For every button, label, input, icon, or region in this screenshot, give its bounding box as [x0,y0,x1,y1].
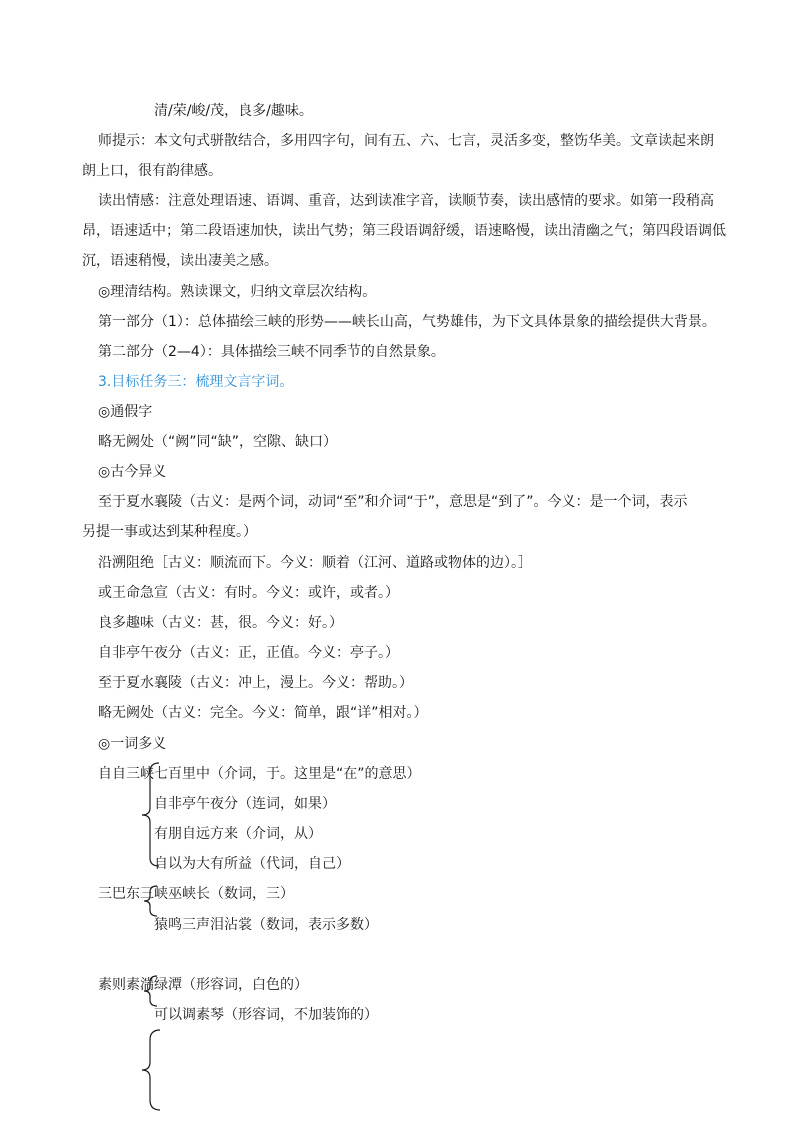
text-line: 或王命急宣（古义：有时。今义：或许，或者。） [98,585,399,601]
text-line: 略无阙处（古义：完全。今义：简单，跟“详”相对。） [98,705,428,721]
polysemy-entry: 三巴东三峡巫峡长（数词，三） [98,886,294,902]
text-line: 至于夏水襄陵（古义：是两个词，动词“至”和介词“于”，意思是“到了”。今义：是一个词，表示 [98,494,688,510]
text-line: 清/荣/峻/茂，良多/趣味。 [154,103,313,119]
text-line: 至于夏水襄陵（古义：冲上，漫上。今义：帮助。） [98,675,413,691]
text-line: 师提示：本文句式骈散结合，多用四字句，间有五、六、七言，灵活多变，整饬华美。文章读起来朗 [98,133,714,149]
polysemy-entry: 可以调素琴（形容词，不加装饰的） [154,1007,378,1023]
text-line: ◎理清结构。熟读课文，归纳文章层次结构。 [98,284,377,300]
text-line: 沿溯阻绝［古义：顺流而下。今义：顺着（江河、道路或物体的边）。］ [98,555,532,571]
text-line: 略无阙处（“阙”同“缺”，空隙、缺口） [98,434,338,450]
text-line: 昂，语速适中；第二段语速加快，读出气势；第三段语调舒缓，语速略慢，读出清幽之气；第四段语调低 [82,223,726,239]
subheading: ◎一词多义 [98,736,167,752]
text-line: 良多趣味（古义：甚，很。今义：好。） [98,615,343,631]
text-line: 读出情感：注意处理语速、语调、重音，达到读准字音，读顺节奏，读出感情的要求。如第一段稍高 [98,193,714,209]
polysemy-entry: 自以为大有所益（代词，自己） [154,856,350,872]
text-line: 第一部分（1）：总体描绘三峡的形势——峡长山高，气势雄伟，为下文具体景象的描绘提供大背景。 [98,314,716,330]
polysemy-entry: 猿鸣三声泪沾裳（数词，表示多数） [154,917,378,933]
text-line: 朗上口，很有韵律感。 [82,163,222,179]
text-line: 另提一事或达到某种程度。） [82,524,257,540]
subheading: ◎通假字 [98,404,153,420]
section-heading: 3.目标任务三：梳理文言字词。 [98,374,294,390]
brace-empty [142,1030,160,1110]
polysemy-entry: 素则素湍绿潭（形容词，白色的） [98,977,308,993]
polysemy-entry: 有朋自远方来（介词，从） [154,826,322,842]
subheading: ◎古今异义 [98,464,167,480]
polysemy-entry: 自自三峡七百里中（介词，于。这里是“在”的意思） [98,766,421,782]
text-line: 第二部分（2—4）：具体描绘三峡不同季节的自然景象。 [98,344,445,360]
text-line: 自非亭午夜分（古义：正，正值。今义：亭子。） [98,645,399,661]
polysemy-entry: 自非亭午夜分（连词，如果） [154,796,336,812]
text-line: 沉，语速稍慢，读出凄美之感。 [82,253,278,269]
